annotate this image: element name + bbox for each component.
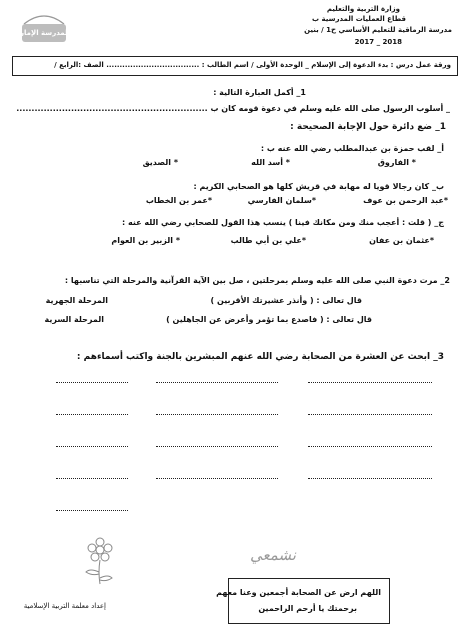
q2a-stem: أ_ لقب حمزة بن عبدالمطلب رضي الله عنه ب : [260, 144, 444, 153]
prayer-line-2: برحمتك يا أرحم الراحمين [258, 604, 357, 613]
q2b-option-2[interactable]: *سلمان الفارسي [247, 196, 316, 205]
q3-heading: 2_ مرت دعوة النبي صلى الله عليه وسلم بمرحلتين ، صل بين الآية القرآنية والمرحلة التي تناسبها : [64, 276, 450, 285]
answer-line[interactable] [56, 382, 128, 383]
q2a-option-2[interactable]: * أسد الله [251, 158, 290, 167]
q2c-option-3[interactable]: * الزبير بن العوام [111, 236, 180, 245]
ministry-name: وزارة التربية والتعليم [326, 5, 400, 13]
answer-line[interactable] [156, 478, 278, 479]
q2a-option-1[interactable]: * الفاروق [377, 158, 416, 167]
school-name: مدرسة الرماقية للتعليم الأساسي ح1 / بنين [304, 26, 452, 34]
sector-name: قطاع العمليات المدرسية ب [312, 15, 406, 23]
q2-heading: 1_ ضع دائرة حول الإجابة الصحيحة : [290, 122, 446, 132]
teacher-signature: نشمعي [250, 546, 296, 564]
q2b-option-3[interactable]: *عمر بن الخطاب [145, 196, 212, 205]
q3-stage-2[interactable]: المرحلة السرية [44, 315, 104, 324]
closing-prayer-box [216, 578, 390, 624]
answer-line[interactable] [56, 510, 128, 511]
answer-line[interactable] [308, 446, 432, 447]
q3-stage-1[interactable]: المرحلة الجهرية [45, 296, 108, 305]
answer-line[interactable] [308, 414, 432, 415]
academic-year: 2018 _ 2017 [354, 38, 402, 46]
q2c-option-1[interactable]: *عثمان بن عفان [369, 236, 434, 245]
answer-line[interactable] [156, 446, 278, 447]
q3-verse-2[interactable]: قال تعالى : ( فاصدع بما تؤمر وأعرض عن الجاهلين ) [166, 315, 372, 324]
prepared-by: إعداد معلمة التربية الإسلامية [23, 602, 106, 610]
q1-heading: 1_ أكمل العبارة التالية : [213, 88, 306, 97]
q2b-option-1[interactable]: *عبد الرحمن بن عوف [363, 196, 448, 205]
answer-line[interactable] [308, 382, 432, 383]
answer-line[interactable] [56, 414, 128, 415]
school-logo [7, 10, 70, 44]
answer-line[interactable] [156, 382, 278, 383]
q2a-option-3[interactable]: * الصديق [142, 158, 178, 167]
prayer-line-1: اللهم ارض عن الصحابة أجمعين وعنا معهم [216, 588, 381, 597]
answer-line[interactable] [56, 478, 128, 479]
q3-verse-1[interactable]: قال تعالى : ( وأنذر عشيرتك الأقربين ) [210, 296, 362, 305]
answer-line[interactable] [156, 414, 278, 415]
worksheet-title: ورقة عمل درس : بدء الدعوة إلى الإسلام _ الوحدة الأولى / اسم الطالب : ................................... الصف :الرابع / [54, 61, 451, 69]
q2c-stem: ج_ ( قلت : أعجب منك ومن مكانك فينا ) ينسب هذا القول للصحابي رضي الله عنه : [121, 218, 444, 227]
q1-sentence: _ أسلوب الرسول صلى الله عليه وسلم في دعوة قومه كان ب ............................................................... [16, 104, 450, 113]
q4-heading: 3_ ابحث عن العشرة من الصحابة رضي الله عنهم المبشرين بالجنة واكتب أسماءهم : [76, 352, 444, 362]
logo-text: المدرسة الإماراتية [7, 29, 70, 37]
answer-line[interactable] [308, 478, 432, 479]
answer-line[interactable] [56, 446, 128, 447]
q2b-stem: ب_ كان رجالا قويا له مهابة في قريش كلها هو الصحابي الكريم : [193, 182, 444, 191]
worksheet-title-box [12, 56, 458, 76]
flower-icon [78, 536, 122, 590]
q2c-option-2[interactable]: *علي بن أبي طالب [230, 236, 306, 245]
